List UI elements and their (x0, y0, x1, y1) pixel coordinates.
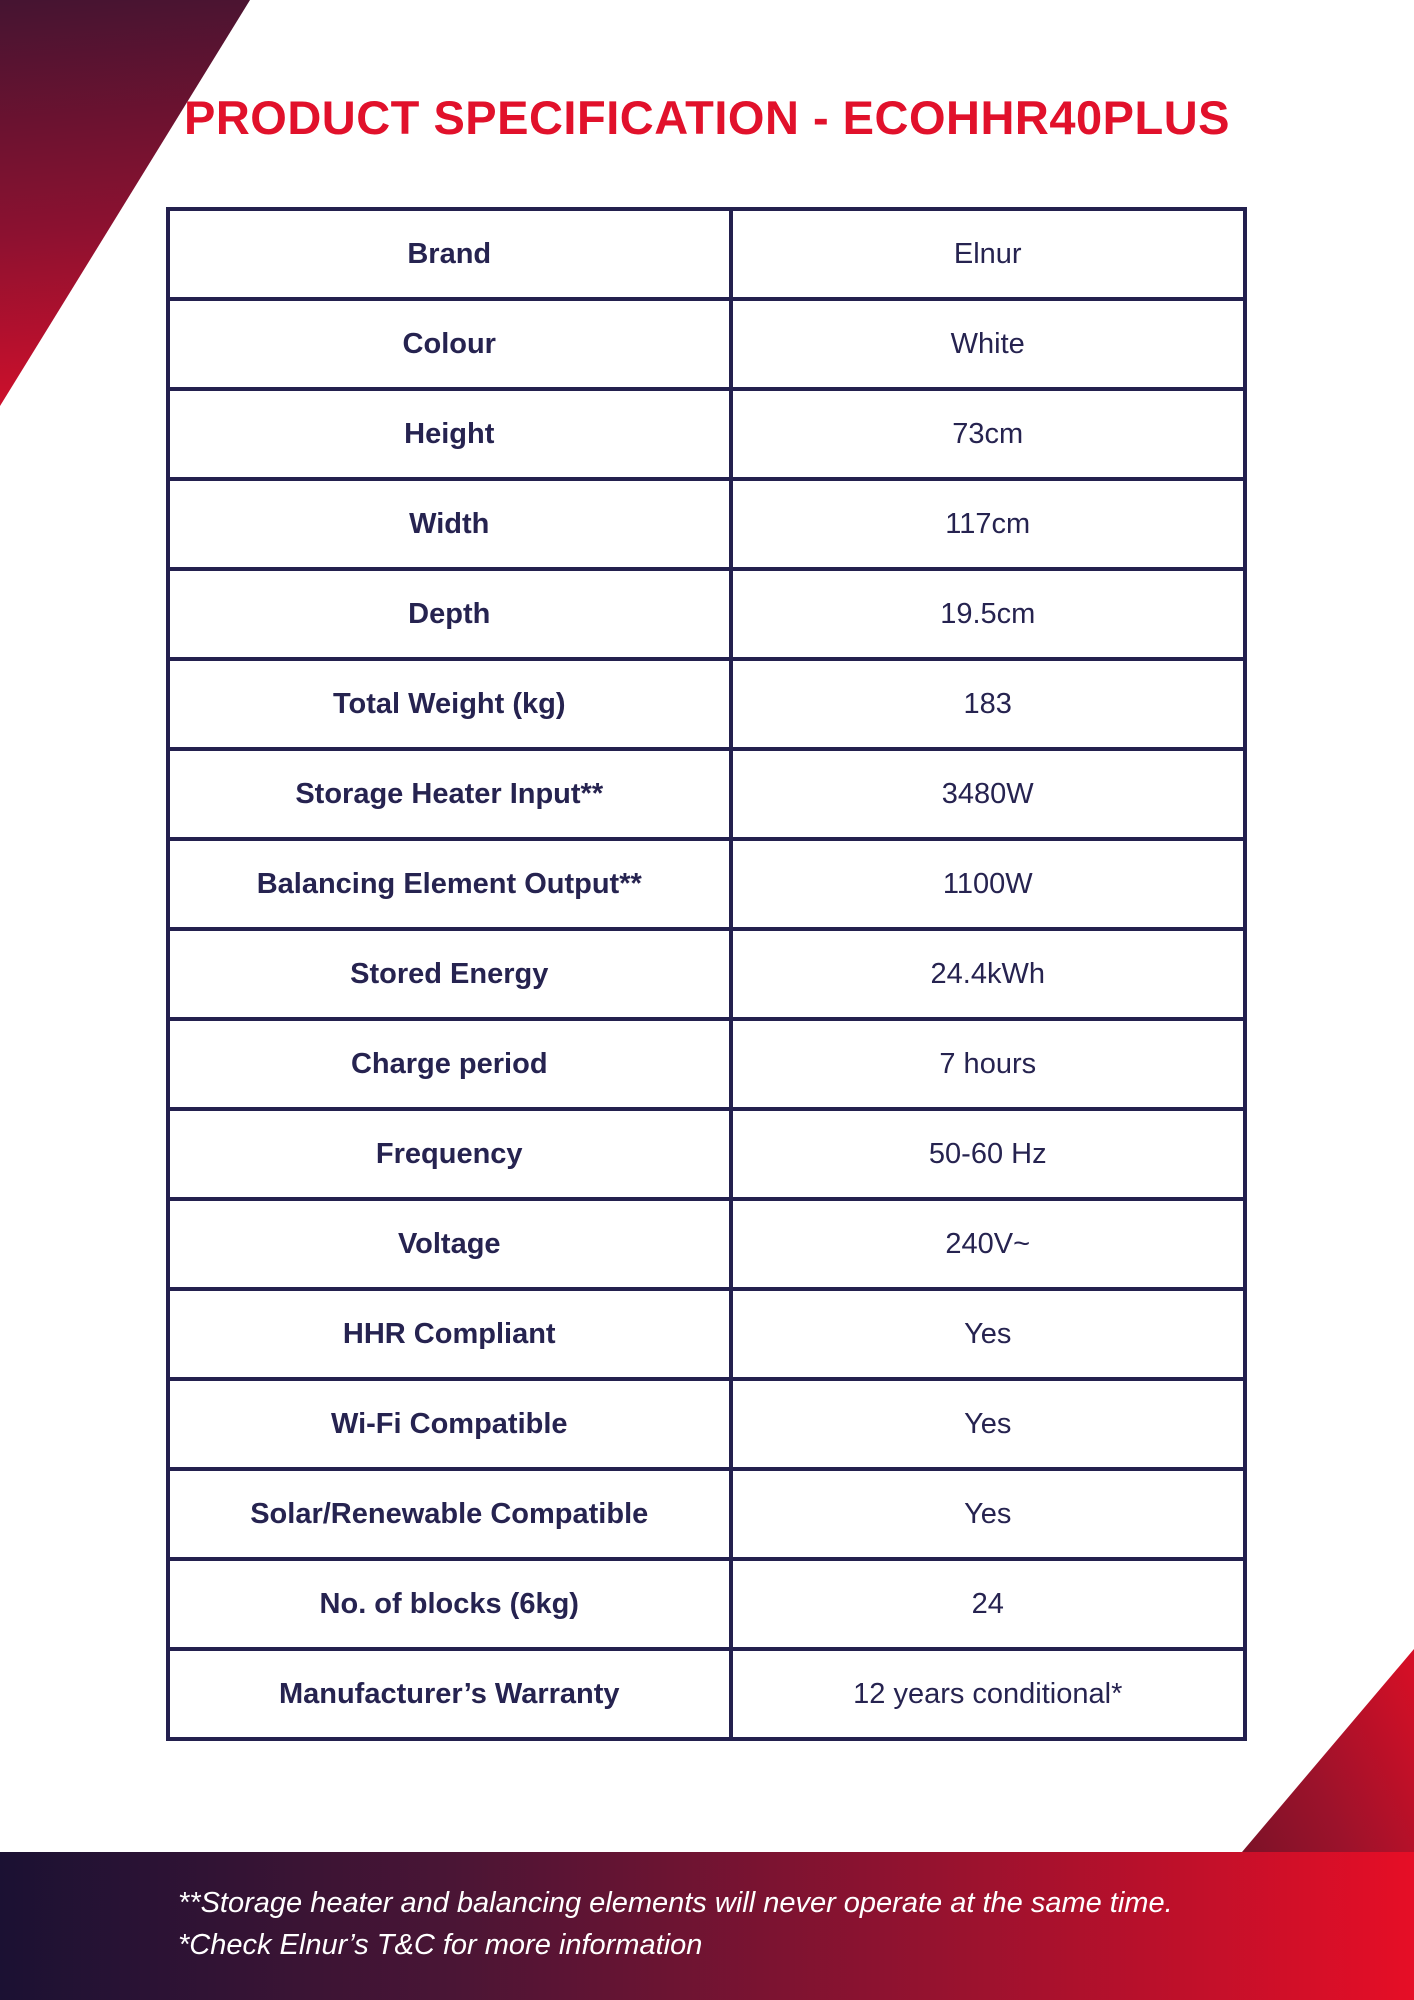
spec-table-container (166, 207, 1247, 1741)
spec-value-cell: 3480W (731, 749, 1246, 839)
table-row (168, 389, 1245, 479)
spec-label-cell: Depth (168, 569, 731, 659)
spec-value-cell: 73cm (731, 389, 1246, 479)
footer-notes (178, 1882, 1173, 1966)
table-row (168, 1199, 1245, 1289)
table-row (168, 1559, 1245, 1649)
table-row (168, 1469, 1245, 1559)
spec-value-cell: 24.4kWh (731, 929, 1246, 1019)
table-row (168, 1109, 1245, 1199)
spec-label-cell: Height (168, 389, 731, 479)
page-title: PRODUCT SPECIFICATION - ECOHHR40PLUS (184, 91, 1230, 144)
spec-label-cell: Manufacturer’s Warranty (168, 1649, 731, 1739)
spec-value-cell: Elnur (731, 209, 1246, 299)
spec-label-cell: Brand (168, 209, 731, 299)
corner-wedge-bottom-right (1242, 1649, 1414, 1852)
spec-label-cell: Solar/Renewable Compatible (168, 1469, 731, 1559)
spec-value-cell: Yes (731, 1469, 1246, 1559)
table-row (168, 209, 1245, 299)
table-row (168, 1289, 1245, 1379)
spec-label-cell: Width (168, 479, 731, 569)
table-row (168, 1379, 1245, 1469)
spec-value-cell: 12 years conditional* (731, 1649, 1246, 1739)
table-row (168, 749, 1245, 839)
spec-value-cell: 24 (731, 1559, 1246, 1649)
spec-table (166, 207, 1247, 1741)
spec-label-cell: Storage Heater Input** (168, 749, 731, 839)
spec-value-cell: Yes (731, 1379, 1246, 1469)
table-row (168, 479, 1245, 569)
spec-value-cell: 183 (731, 659, 1246, 749)
table-row (168, 929, 1245, 1019)
table-row (168, 1649, 1245, 1739)
table-row (168, 299, 1245, 389)
spec-value-cell: 1100W (731, 839, 1246, 929)
footer-note-line2: *Check Elnur’s T&C for more information (178, 1929, 703, 1961)
spec-label-cell: Charge period (168, 1019, 731, 1109)
footer-note-line1: **Storage heater and balancing elements will never operate at the same time. (178, 1887, 1173, 1919)
table-row (168, 659, 1245, 749)
table-row (168, 839, 1245, 929)
spec-value-cell: 7 hours (731, 1019, 1246, 1109)
table-row (168, 569, 1245, 659)
spec-label-cell: Voltage (168, 1199, 731, 1289)
spec-label-cell: Stored Energy (168, 929, 731, 1019)
spec-value-cell: 19.5cm (731, 569, 1246, 659)
spec-value-cell: Yes (731, 1289, 1246, 1379)
spec-label-cell: Wi-Fi Compatible (168, 1379, 731, 1469)
spec-value-cell: 50-60 Hz (731, 1109, 1246, 1199)
spec-label-cell: HHR Compliant (168, 1289, 731, 1379)
spec-value-cell: 240V~ (731, 1199, 1246, 1289)
spec-label-cell: Frequency (168, 1109, 731, 1199)
spec-label-cell: Balancing Element Output** (168, 839, 731, 929)
spec-label-cell: Colour (168, 299, 731, 389)
spec-value-cell: White (731, 299, 1246, 389)
spec-label-cell: Total Weight (kg) (168, 659, 731, 749)
spec-label-cell: No. of blocks (6kg) (168, 1559, 731, 1649)
spec-value-cell: 117cm (731, 479, 1246, 569)
footer-band (0, 1852, 1414, 2000)
table-row (168, 1019, 1245, 1109)
